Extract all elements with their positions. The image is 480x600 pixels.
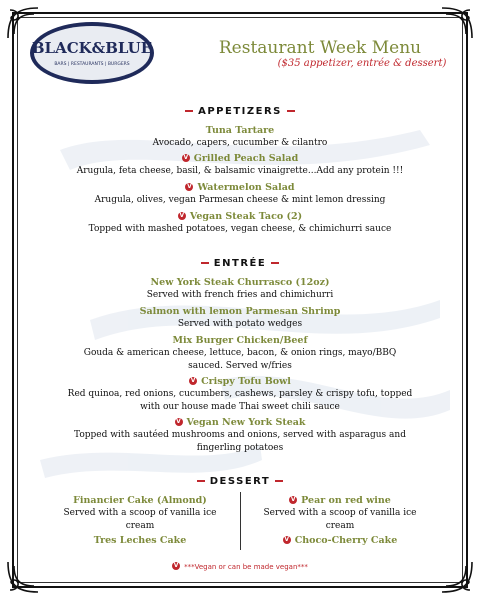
section-heading-dessert: DESSERT — [0, 476, 480, 487]
item-name: Mix Burger Chicken/Beef — [172, 335, 308, 346]
menu-item — [50, 534, 230, 547]
corner-ornament-top-right — [440, 6, 474, 40]
item-description: Topped with mashed potatoes, vegan cheese, & chimichurri sauce — [88, 224, 392, 234]
menu-item — [30, 210, 450, 236]
logo-tagline: BARS | RESTAURANTS | BURGERS — [54, 62, 130, 67]
section-heading-appetizers: APPETIZERS — [0, 106, 480, 117]
section-heading-entree: ENTRÉE — [0, 258, 480, 269]
item-name: Grilled Peach Salad — [193, 153, 299, 164]
menu-item — [30, 375, 450, 414]
item-name: Salmon with lemon Parmesan Shrimp — [139, 306, 341, 317]
item-name: Financier Cake (Almond) — [73, 495, 207, 506]
item-name: Choco-Cherry Cake — [294, 535, 398, 546]
item-name: Pear on red wine — [301, 495, 391, 506]
restaurant-logo — [28, 20, 156, 86]
menu-item — [30, 152, 450, 178]
menu-title: Restaurant Week Menu — [218, 38, 422, 58]
vegan-icon: V — [179, 211, 185, 219]
vegan-icon: V — [290, 495, 296, 503]
dessert-column-divider — [240, 492, 241, 550]
item-name: Vegan New York Steak — [186, 417, 306, 428]
menu-item — [50, 494, 230, 533]
vegan-icon: V — [284, 535, 290, 543]
item-name: Tres Leches Cake — [93, 535, 187, 546]
vegan-footnote: V ***Vegan or can be made vegan*** — [173, 562, 308, 571]
menu-subtitle: ($35 appetizer, entrée & dessert) — [277, 58, 447, 69]
item-name: New York Steak Churrasco (12oz) — [150, 277, 330, 288]
item-description: Avocado, capers, cucumber & cilantro — [152, 138, 328, 148]
menu-item — [30, 305, 450, 331]
logo-wordmark: BLACK&BLUE — [31, 39, 153, 57]
vegan-icon: V — [187, 182, 192, 190]
vegan-icon: V — [183, 153, 189, 161]
item-description: Arugula, feta cheese, basil, & balsamic vinaigrette...Add any protein !!! — [76, 166, 404, 176]
item-name: Watermelon Salad — [197, 182, 295, 193]
item-name: Crispy Tofu Bowl — [201, 376, 291, 387]
item-description: Served with potato wedges — [177, 319, 303, 329]
menu-item — [30, 124, 450, 150]
item-description: Red quinoa, red onions, cucumbers, cashews, parsley & crispy tofu, topped with our house made Thai sweet chili sauce — [67, 389, 413, 412]
item-description: Arugula, olives, vegan Parmesan cheese & mint lemon dressing — [94, 195, 386, 205]
item-description: Served with french fries and chimichurri — [146, 290, 334, 300]
item-description: Topped with sautéed mushrooms and onions, served with asparagus and fingerling potatoes — [74, 430, 406, 453]
vegan-icon: V — [176, 417, 181, 425]
item-description: Gouda & american cheese, lettuce, bacon, & onion rings, mayo/BBQ sauced. Served w/fries — [83, 348, 397, 371]
menu-item — [250, 534, 430, 547]
menu-item — [30, 276, 450, 302]
menu-item — [30, 181, 450, 207]
vegan-icon: V — [190, 376, 196, 384]
item-name: Vegan Steak Taco (2) — [189, 211, 303, 222]
menu-item — [30, 334, 450, 373]
menu-item — [250, 494, 430, 533]
menu-item — [30, 416, 450, 455]
item-name: Tuna Tartare — [205, 125, 275, 136]
item-description: Served with a scoop of vanilla ice cream — [263, 508, 417, 531]
vegan-icon: V — [173, 562, 179, 569]
item-description: Served with a scoop of vanilla ice cream — [63, 508, 217, 531]
